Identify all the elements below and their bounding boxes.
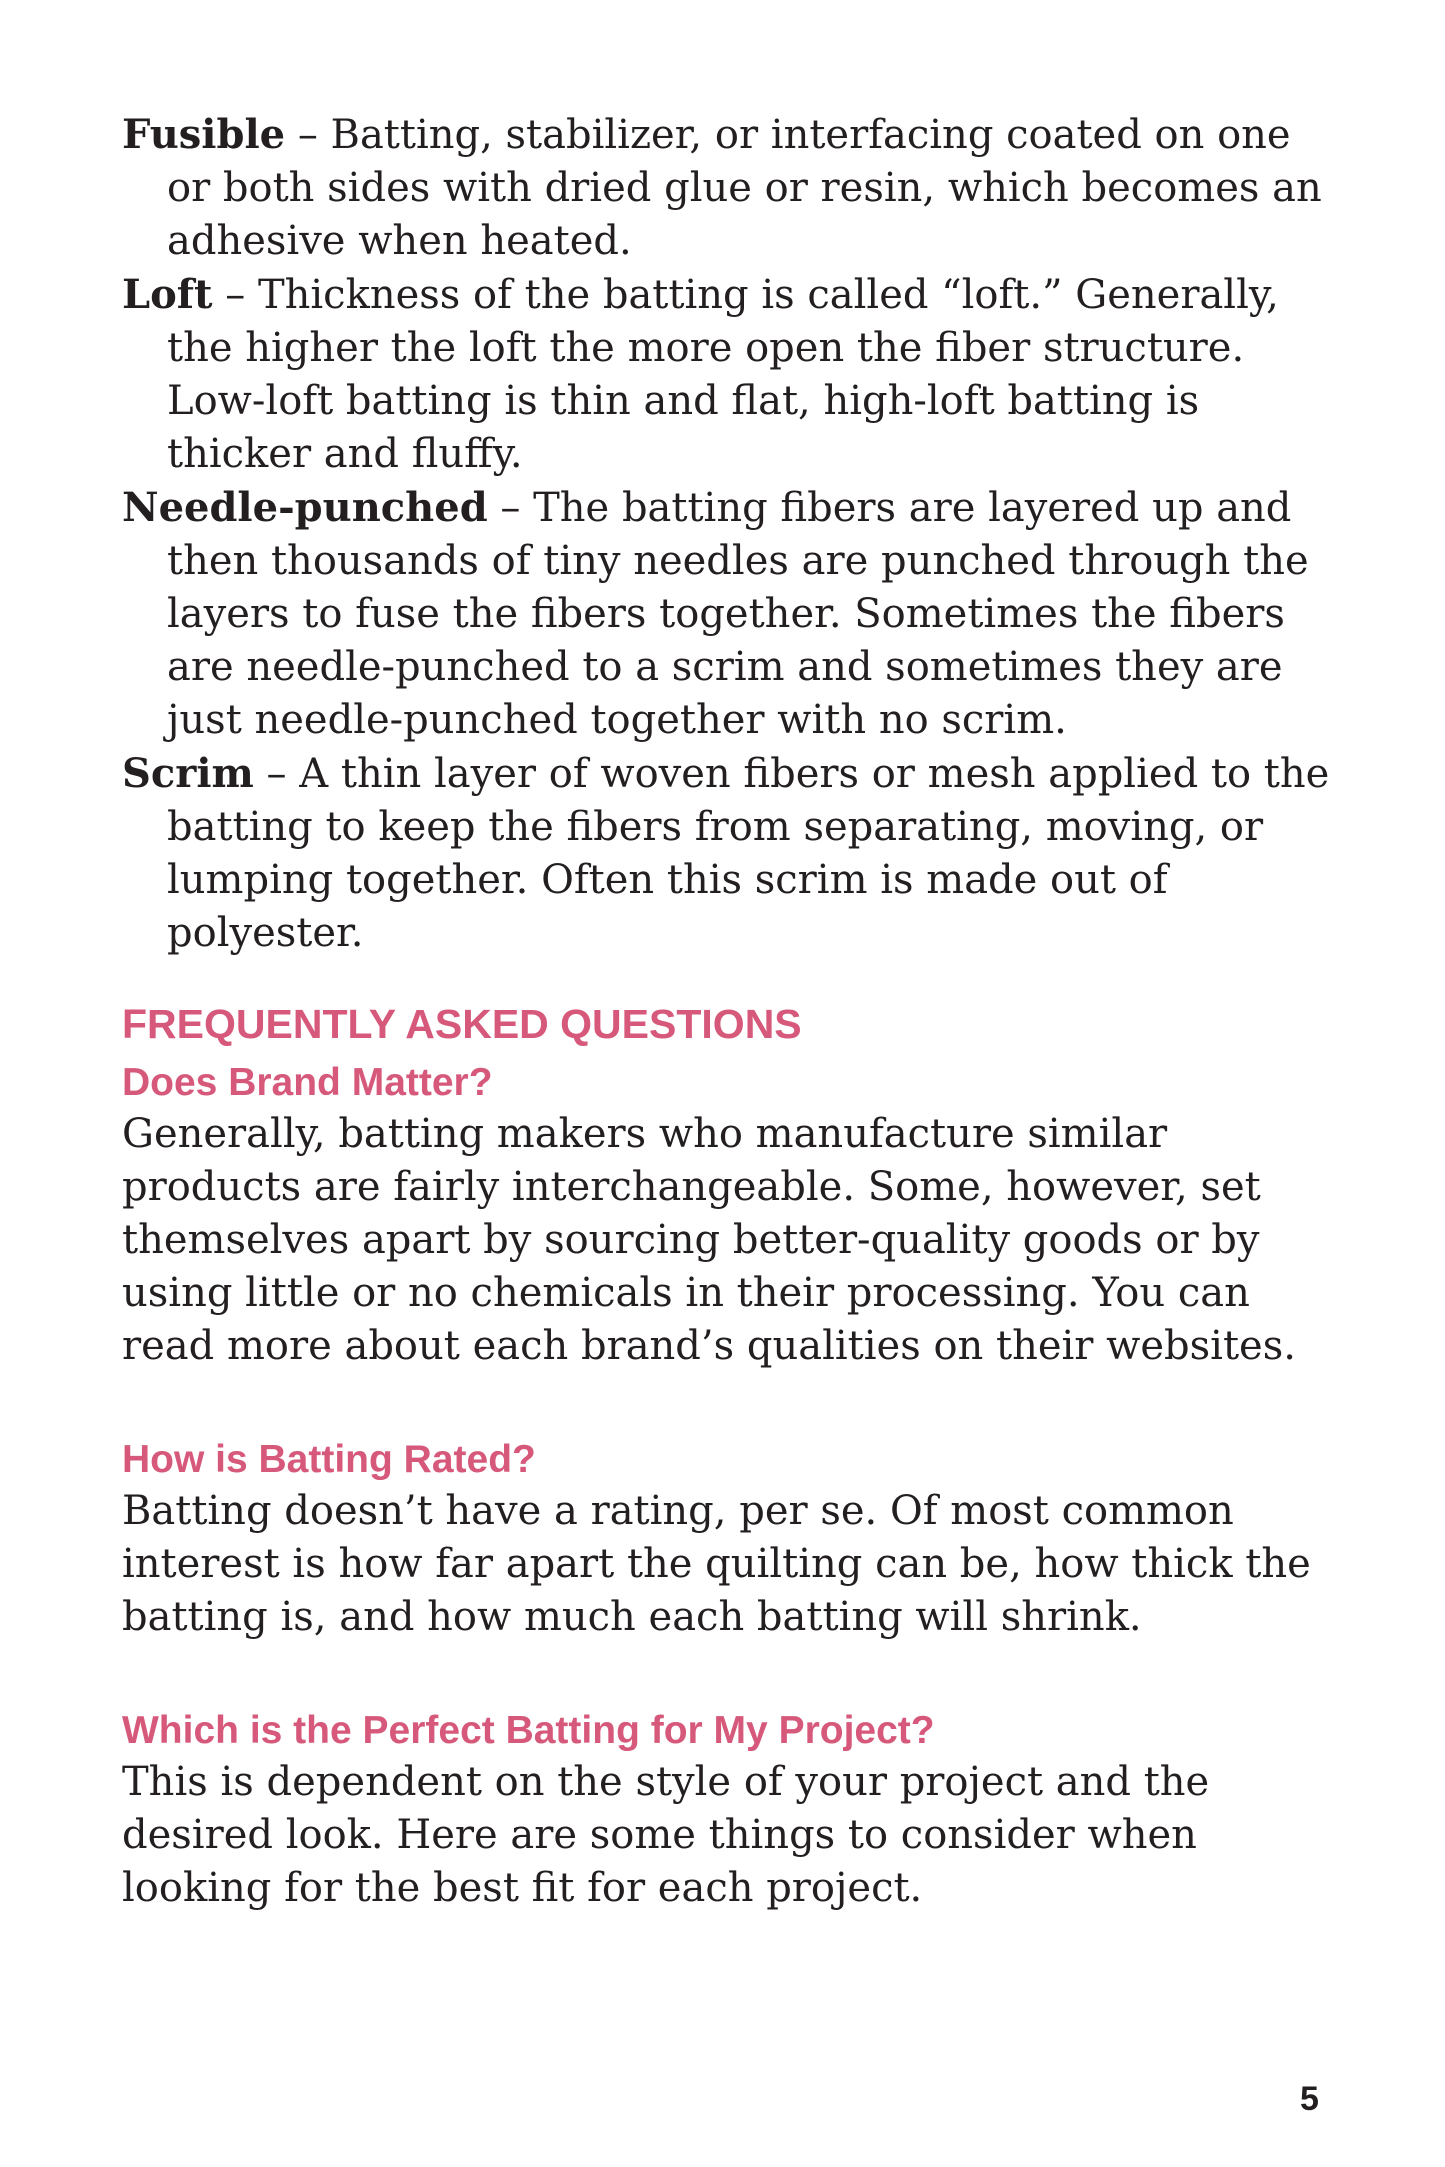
glossary-term: Loft [122, 271, 213, 318]
term-dash: – [285, 112, 331, 158]
faq-item-brand [122, 1058, 1342, 1373]
term-dash: – [487, 485, 534, 531]
glossary-entry-loft [122, 268, 1342, 481]
faq-answer: Batting doesn’t have a rating, per se. Of most common interest is how far apart the quilting can be, how thick the batting is, and how much each batting will shrink. [122, 1488, 1311, 1640]
faq-item-rating [122, 1435, 1342, 1644]
page-content [122, 108, 1342, 1915]
term-dash: – [253, 751, 300, 797]
faq-question: How is Batting Rated? [122, 1438, 536, 1481]
glossary-definition: A thin layer of woven fibers or mesh applied to the batting to keep the fibers from separating, moving, or lumping together. Often this scrim is made out of polyester. [167, 751, 1330, 956]
faq-question: Does Brand Matter? [122, 1061, 493, 1104]
glossary-definition: Thickness of the batting is called “loft.” Generally, the higher the loft the more open the fiber structure. Low-loft batting is thin and flat, high-loft batting is thicker and fluffy. [167, 272, 1279, 477]
faq-answer: Generally, batting makers who manufacture similar products are fairly interchangeable. Some, however, set themselves apart by sourcing better-quality goods or by using little or no chemicals in their processing. You can read more about each brand’s qualities on their websites. [122, 1111, 1296, 1369]
glossary-entry-fusible [122, 108, 1342, 268]
term-dash: – [212, 272, 258, 318]
page-number: 5 [1300, 2080, 1319, 2118]
glossary-term: Fusible [122, 111, 286, 158]
glossary-term: Needle-punched [122, 484, 488, 531]
glossary-definition: The batting fibers are layered up and then thousands of tiny needles are punched through the layers to fuse the fibers together. Sometimes the fibers are needle-punched to a scrim and sometimes they are just needle-punched together with no scrim. [167, 485, 1309, 743]
faq-item-perfect-batting [122, 1706, 1342, 1915]
glossary-entry-scrim [122, 747, 1342, 960]
faq-section-heading: FREQUENTLY ASKED QUESTIONS [122, 1001, 802, 1047]
glossary-definition: Batting, stabilizer, or interfacing coated on one or both sides with dried glue or resin, which becomes an adhesive when heated. [167, 112, 1322, 264]
glossary-entry-needle-punched [122, 481, 1342, 747]
glossary-term: Scrim [122, 750, 254, 797]
glossary [122, 108, 1342, 960]
faq-answer: This is dependent on the style of your project and the desired look. Here are some things to consider when looking for the best fit for each project. [122, 1759, 1210, 1911]
faq-question: Which is the Perfect Batting for My Project? [122, 1709, 935, 1752]
